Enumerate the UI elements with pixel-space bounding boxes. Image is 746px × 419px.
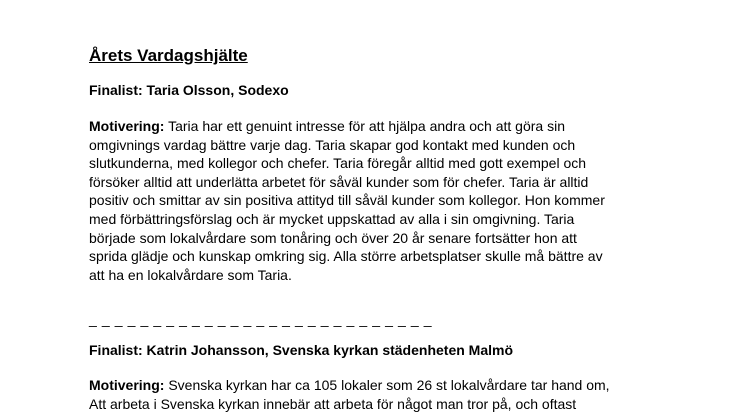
motivation-line: med förbättringsförslag och är mycket uppskattad av alla i sin omgivning. Taria: [89, 210, 575, 227]
finalist-2-heading: Finalist: Katrin Johansson, Svenska kyrkan städenheten Malmö: [89, 342, 514, 358]
document-title: Årets Vardagshjälte: [89, 46, 248, 65]
motivation-line: försöker alltid att underlätta arbetet för såväl kunder som för chefer. Taria är alltid: [89, 173, 589, 190]
motivation-line: Att arbeta i Svenska kyrkan innebär att arbeta för något man tror på, och oftast: [89, 395, 577, 412]
motivation-line: Motivering: Svenska kyrkan har ca 105 lokaler som 26 st lokalvårdare tar hand om,: [89, 377, 610, 393]
motivation-line: började som lokalvårdare som tonåring och över 20 år senare fortsätter hon att: [89, 229, 577, 246]
motivation-line: positiv och smittar av sin positiva attityd till såväl kunder som kollegor. Hon kommer: [89, 192, 605, 209]
motivation-line: sprida glädje och kunskap omkring sig. Alla större arbetsplatser skulle må bättre av: [89, 248, 603, 265]
finalist-1-motivation: [89, 117, 669, 284]
motivation-label: Motivering:: [89, 118, 165, 134]
motivation-line: slutkunderna, med kollegor och chefer. Taria föregår alltid med gott exempel och: [89, 155, 587, 172]
motivation-line: Motivering: Taria har ett genuint intresse för att hjälpa andra och att göra sin: [89, 118, 565, 134]
finalist-2-motivation: [89, 376, 669, 413]
finalist-1-heading: Finalist: Taria Olsson, Sodexo: [89, 82, 289, 98]
section-separator: _ _ _ _ _ _ _ _ _ _ _ _ _ _ _ _ _ _ _ _ _ _ _ _ _ _ _: [89, 311, 433, 327]
motivation-line: att ha en lokalvårdare som Taria.: [89, 266, 292, 283]
motivation-label: Motivering:: [89, 377, 165, 393]
motivation-line: omgivnings vardag bättre varje dag. Taria skapar god kontakt med kunden och: [89, 136, 576, 153]
